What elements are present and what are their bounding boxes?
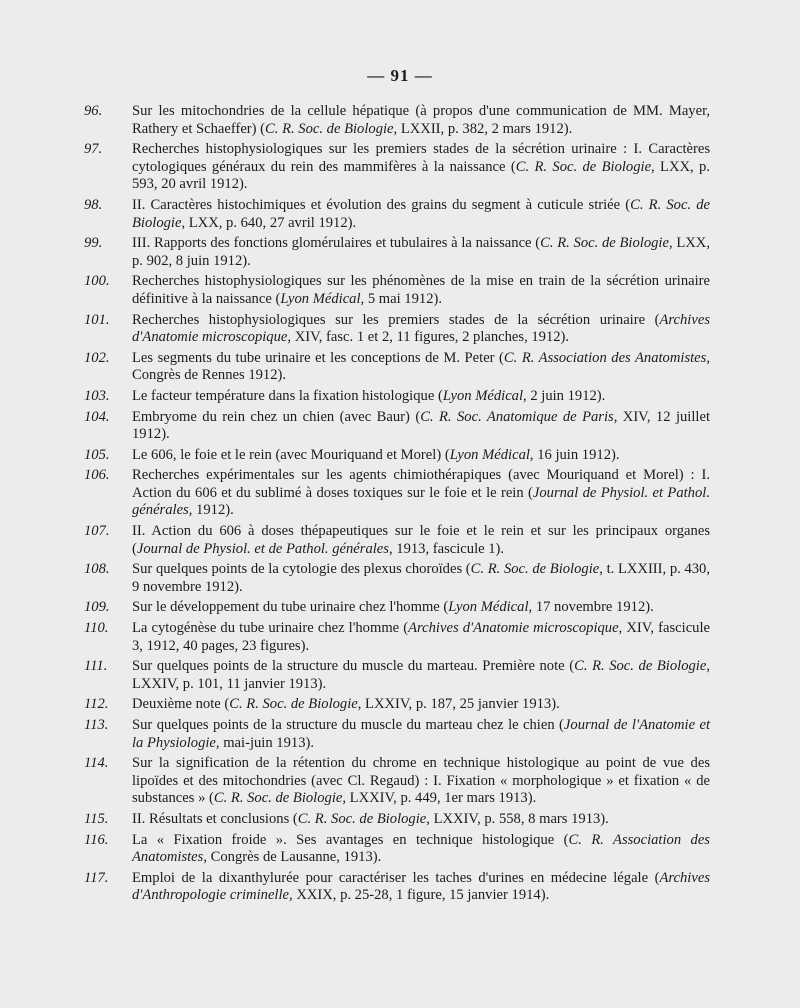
entry-number: 115. [84, 810, 109, 827]
entry-source-italic: C. R. Soc. de Biologie [265, 120, 394, 137]
entry-number: 117. [84, 869, 109, 886]
bibliography-entry [84, 658, 710, 693]
entry-text: , LXXII, p. 382, 2 mars 1912). [393, 120, 573, 137]
entry-number: 109. [84, 599, 110, 616]
entry-text: , 16 juin 1912). [529, 446, 620, 463]
entry-text: , Congrès de Rennes 1912). [132, 349, 710, 384]
entry-source-italic: C. R. Soc. Anatomique de Paris [420, 408, 614, 425]
entry-text: Le facteur température dans la fixation histologique ( [132, 387, 443, 404]
page-number: — 91 — [367, 66, 433, 85]
bibliography-entry [84, 312, 710, 347]
entry-source-italic: C. R. Soc. de Biologie [132, 196, 711, 231]
entry-source-italic: Archives d'Anatomie microscopique [408, 620, 619, 637]
entry-text: Embryome du rein chez un chien (avec Baur) ( [132, 408, 421, 425]
entry-text: , LXXIV, p. 558, 8 mars 1913). [426, 810, 609, 827]
entry-text: , LXX, p. 593, 20 avril 1912). [132, 158, 710, 193]
entry-text: Sur quelques points de la cytologie des plexus choroïdes ( [132, 561, 471, 578]
bibliography-entry [84, 467, 710, 520]
entry-text: Deuxième note ( [132, 696, 230, 713]
entry-source-italic: C. R. Association des Anatomistes [132, 831, 710, 866]
entry-number: 96. [84, 103, 103, 119]
entry-source-italic: Archives d'Anatomie microscopique [132, 311, 710, 346]
entry-text: Sur les mitochondries de la cellule hépatique (à propos d'une communication de MM. Mayer, Rathery et Schaeffer) ( [132, 103, 710, 137]
entry-number: 104. [84, 408, 110, 425]
entry-source-italic: Lyon Médical [280, 290, 361, 307]
entry-text: Sur quelques points de la structure du muscle du marteau chez le chien ( [132, 717, 564, 733]
entry-source-italic: C. R. Soc. de Biologie [540, 235, 669, 252]
entry-text: , 2 juin 1912). [523, 387, 606, 404]
entry-number: 97. [84, 141, 103, 158]
entry-text: , 1913, fascicule 1). [388, 540, 505, 557]
entry-number: 102. [84, 349, 110, 366]
entry-source-italic: Lyon Médical [448, 599, 529, 616]
entry-number: 114. [84, 755, 109, 772]
entry-text: II. Résultats et conclusions ( [132, 810, 298, 827]
entry-text: , Congrès de Lausanne, 1913). [203, 849, 382, 866]
entry-text: Emploi de la dixanthylurée pour caractériser les taches d'urines en médecine légale ( [132, 869, 660, 886]
bibliography-entry [84, 832, 710, 867]
entry-text: , t. LXXIII, p. 430, 9 novembre 1912). [132, 561, 710, 595]
entry-text: La cytogénèse du tube urinaire chez l'homme ( [132, 620, 409, 637]
entry-number: 106. [84, 467, 110, 484]
entry-number: 98. [84, 196, 103, 213]
entry-text: , 5 mai 1912). [360, 290, 443, 307]
bibliography-entry [84, 523, 710, 558]
entry-text: , XIV, fascicule 3, 1912, 40 pages, 23 figures). [132, 620, 710, 654]
bibliography-entry [84, 696, 710, 714]
entry-source-italic: C. R. Soc. de Biologie [515, 158, 652, 175]
entry-number: 111. [84, 658, 108, 675]
entry-number: 108. [84, 561, 110, 578]
entry-number: 101. [84, 311, 110, 328]
bibliography-entry [84, 350, 710, 385]
entry-source-italic: Archives d'Anthropologie criminelle [132, 869, 710, 904]
bibliography-entry [84, 620, 710, 655]
entry-number: 112. [84, 696, 109, 713]
entry-text: II. Caractères histochimiques et évolution des grains du segment à cuticule striée ( [132, 196, 631, 213]
entry-text: Le 606, le foie et le rein (avec Mouriquand et Morel) ( [132, 446, 450, 463]
bibliography-entry [84, 811, 710, 829]
entry-text: , 1912). [188, 502, 234, 519]
entry-text: , LXXIV, p. 101, 11 janvier 1913). [132, 658, 710, 692]
bibliography-entry [84, 197, 710, 232]
entry-source-italic: C. R. Soc. de Biologie [574, 658, 707, 675]
entry-source-italic: Journal de l'Anatomie et la Physiologie [132, 717, 710, 751]
entry-text: Sur la signification de la rétention du chrome en technique histologique au point de vue des lipoïdes et des mitochondries (avec Cl. Regaud) : I. Fixation « morphologique » et fixation « de substances » ( [132, 755, 710, 807]
entry-text: II. Action du 606 à doses thépapeutiques sur le foie et le rein et sur les principaux organes ( [132, 523, 710, 557]
entry-source-italic: Journal de Physiol. et de Pathol. générales [136, 540, 389, 557]
bibliography-entry [84, 447, 710, 465]
entry-source-italic: C. R. Soc. de Biologie [213, 790, 343, 807]
bibliography-entry [84, 717, 710, 752]
bibliography-entry [84, 755, 710, 808]
entry-number: 110. [84, 620, 109, 637]
entry-text: , 17 novembre 1912). [528, 599, 654, 616]
entry-text: Recherches histophysiologiques sur les premiers stades de la sécrétion urinaire : I. Caractères cytologiques généraux du rein des mammifères à la naissance ( [132, 141, 710, 175]
entry-source-italic: C. R. Soc. de Biologie [470, 561, 600, 578]
entry-text: , XXIX, p. 25-28, 1 figure, 15 janvier 1914). [289, 887, 550, 904]
entry-text: , XIV, fasc. 1 et 2, 11 figures, 2 planches, 1912). [287, 329, 570, 346]
entry-text: Recherches histophysiologiques sur les premiers stades de la sécrétion urinaire ( [132, 311, 660, 328]
entry-text: , mai-juin 1913). [215, 734, 314, 751]
entry-text: , LXX, p. 640, 27 avril 1912). [181, 214, 357, 231]
entry-text: Sur le développement du tube urinaire chez l'homme ( [132, 599, 449, 616]
entry-text: Recherches histophysiologiques sur les phénomènes de la mise en train de la sécrétion urinaire définitive à la naissance ( [132, 273, 710, 307]
bibliography-list [84, 103, 710, 908]
bibliography-entry [84, 388, 710, 406]
entry-text: Recherches expérimentales sur les agents chimiothérapiques (avec Mouriquand et Morel) : I. Action du 606 et du sublimé à doses toxiques sur le foie et le rein ( [132, 467, 710, 501]
entry-text: Sur quelques points de la structure du muscle du marteau. Première note ( [132, 658, 575, 675]
entry-text: , XIV, 12 juillet 1912). [132, 408, 710, 443]
entry-text: Les segments du tube urinaire et les conceptions de M. Peter ( [132, 349, 504, 366]
bibliography-entry [84, 273, 710, 308]
entry-number: 100. [84, 273, 110, 290]
bibliography-entry [84, 599, 710, 617]
bibliography-entry [84, 561, 710, 596]
entry-source-italic: Journal de Physiol. et Pathol. générales [132, 484, 710, 519]
entry-text: , LXX, p. 902, 8 juin 1912). [132, 235, 710, 269]
entry-text: , LXXIV, p. 449, 1er mars 1913). [342, 790, 537, 807]
entry-source-italic: Lyon Médical [442, 387, 524, 404]
entry-number: 105. [84, 446, 110, 463]
entry-source-italic: C. R. Soc. de Biologie [229, 696, 358, 713]
entry-number: 103. [84, 387, 110, 404]
entry-number: 99. [84, 235, 103, 252]
entry-source-italic: C. R. Soc. de Biologie [297, 810, 427, 827]
entry-number: 113. [84, 717, 109, 733]
entry-text: La « Fixation froide ». Ses avantages en technique histologique ( [132, 831, 569, 848]
bibliography-entry [84, 870, 710, 905]
entry-text: , LXXIV, p. 187, 25 janvier 1913). [357, 696, 560, 713]
entry-text: III. Rapports des fonctions glomérulaires et tubulaires à la naissance ( [132, 235, 541, 252]
bibliography-entry [84, 409, 710, 444]
bibliography-entry [84, 103, 710, 138]
bibliography-entry [84, 141, 710, 194]
bibliography-entry [84, 235, 710, 270]
entry-number: 107. [84, 523, 110, 540]
entry-source-italic: C. R. Association des Anatomistes [503, 349, 707, 366]
entry-number: 116. [84, 831, 109, 848]
entry-source-italic: Lyon Médical [449, 446, 530, 463]
